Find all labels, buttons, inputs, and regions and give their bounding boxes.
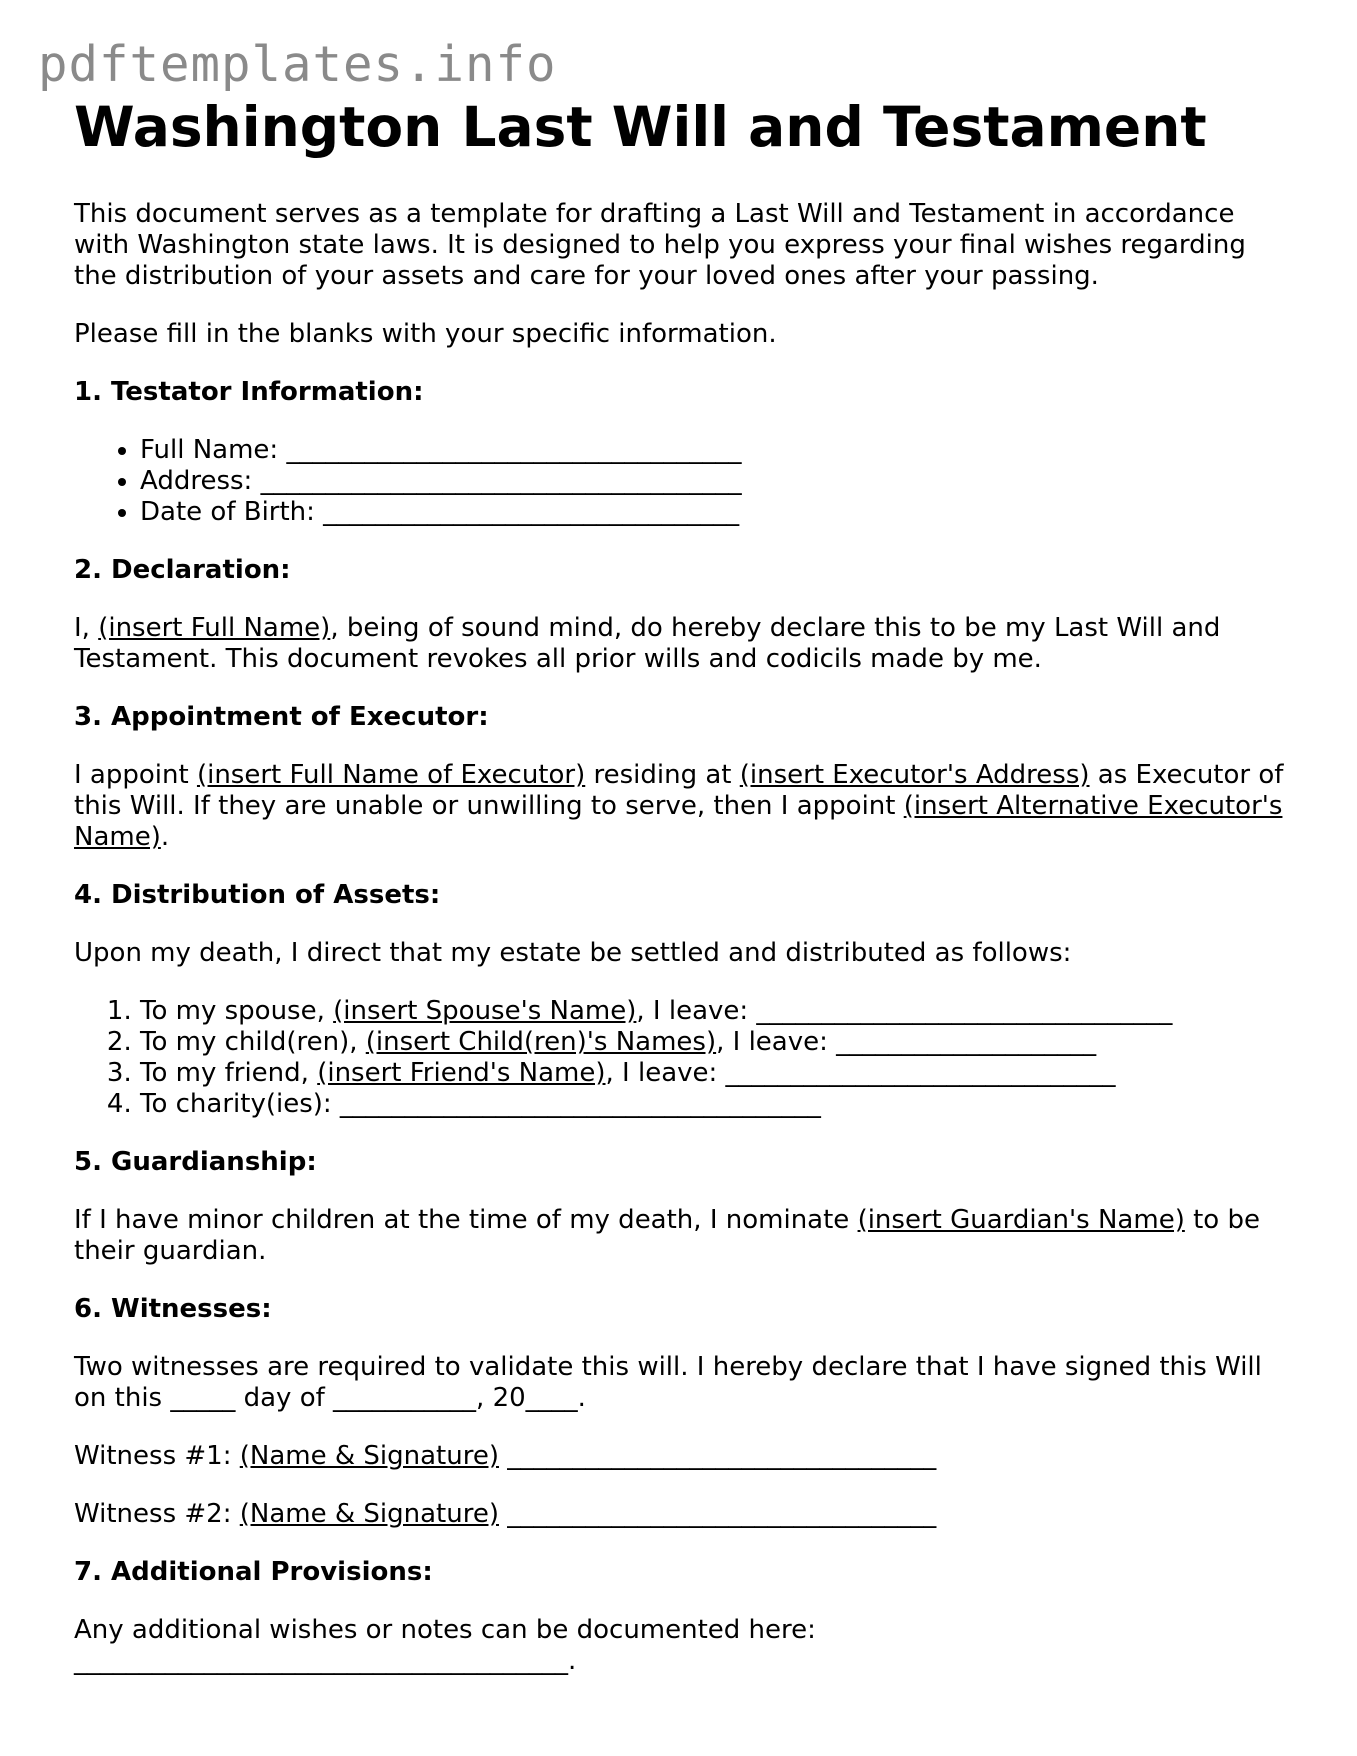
insert-full-name-link[interactable]: (insert Full Name) <box>98 613 331 644</box>
distribution-item-children <box>140 1027 1294 1058</box>
guardianship-text: If I have minor children at the time of my death, I nominate <box>74 1205 858 1236</box>
insert-spouse-name-link[interactable]: (insert Spouse's Name) <box>333 996 637 1027</box>
item-text-rest: , I leave: ______________________________ <box>605 1058 1116 1089</box>
section-heading-testator: 1. Testator Information: <box>74 377 424 408</box>
full-name-field: • Full Name: ___________________________________ <box>140 435 1294 466</box>
document <box>74 96 1294 1677</box>
witness-1-label: Witness #1: <box>74 1441 240 1472</box>
insert-executor-address-link[interactable]: (insert Executor's Address) <box>739 760 1090 791</box>
witnesses-paragraph: Two witnesses are required to validate this will. I hereby declare that I have signed this Will on this _____ day of ___________, 20____. <box>74 1352 1262 1414</box>
witness-1-blank: _________________________________ <box>498 1441 937 1472</box>
declaration-paragraph <box>74 613 1294 675</box>
additional-paragraph: Any additional wishes or notes can be documented here: <box>74 1615 816 1646</box>
date-of-birth-field: • Date of Birth: ________________________________ <box>140 497 1294 528</box>
intro-paragraph: This document serves as a template for drafting a Last Will and Testament in accordance with Washington state laws. It is designed to help you express your final wishes regarding the distribution of your assets and care for your loved ones after your passing. <box>74 199 1246 292</box>
executor-paragraph <box>74 760 1294 853</box>
fill-note: Please fill in the blanks with your specific information. <box>74 319 777 350</box>
testator-info-list <box>74 435 1294 528</box>
insert-guardian-name-link[interactable]: (insert Guardian's Name) <box>857 1205 1185 1236</box>
additional-blank-line: ______________________________________. <box>74 1646 577 1677</box>
item-text: To my child(ren), <box>140 1027 366 1058</box>
section-heading-distribution: 4. Distribution of Assets: <box>74 880 441 911</box>
witness-2-signature-link[interactable]: (Name & Signature) <box>239 1499 499 1530</box>
declaration-text-rest: , being of sound mind, do hereby declare this to be my Last Will and Testament. This document revokes all prior wills and codicils made by me. <box>74 613 1221 675</box>
executor-text-1: I appoint <box>74 760 197 791</box>
distribution-lead: Upon my death, I direct that my estate be settled and distributed as follows: <box>74 938 1072 969</box>
section-heading-declaration: 2. Declaration: <box>74 555 291 586</box>
executor-text-2: residing at <box>585 760 740 791</box>
address-field: • Address: _____________________________________ <box>140 466 1294 497</box>
item-text: To my spouse, <box>140 996 334 1027</box>
guardianship-paragraph <box>74 1205 1294 1267</box>
distribution-item-charity: 4. To charity(ies): _____________________________________ <box>140 1089 1294 1120</box>
section-heading-additional: 7. Additional Provisions: <box>74 1557 433 1588</box>
item-text-rest: , I leave: ____________________ <box>716 1027 1097 1058</box>
item-text-rest: , I leave: ________________________________ <box>636 996 1173 1027</box>
item-text: To my friend, <box>140 1058 318 1089</box>
executor-text-4: . <box>160 822 170 853</box>
watermark: pdftemplates.info <box>38 36 557 93</box>
distribution-list <box>74 996 1294 1120</box>
witness-1-signature-link[interactable]: (Name & Signature) <box>239 1441 499 1472</box>
page-title: Washington Last Will and Testament <box>74 95 1207 159</box>
section-heading-witnesses: 6. Witnesses: <box>74 1294 272 1325</box>
guardianship-text-rest: to be their guardian. <box>74 1205 1260 1267</box>
section-heading-guardianship: 5. Guardianship: <box>74 1147 317 1178</box>
distribution-item-friend <box>140 1058 1294 1089</box>
insert-alternative-executor-link[interactable]: (insert Alternative Executor's Name) <box>74 791 1283 853</box>
insert-executor-name-link[interactable]: (insert Full Name of Executor) <box>196 760 586 791</box>
section-heading-executor: 3. Appointment of Executor: <box>74 702 489 733</box>
insert-children-names-link[interactable]: (insert Child(ren)'s Names) <box>365 1027 717 1058</box>
insert-friend-name-link[interactable]: (insert Friend's Name) <box>317 1058 606 1089</box>
witness-2-line <box>74 1499 1294 1530</box>
witness-1-line <box>74 1441 1294 1472</box>
executor-text-3: as Executor of this Will. If they are unable or unwilling to serve, then I appoint <box>74 760 1284 822</box>
declaration-text: I, <box>74 613 99 644</box>
witness-2-blank: _________________________________ <box>498 1499 937 1530</box>
witness-2-label: Witness #2: <box>74 1499 240 1530</box>
distribution-item-spouse <box>140 996 1294 1027</box>
